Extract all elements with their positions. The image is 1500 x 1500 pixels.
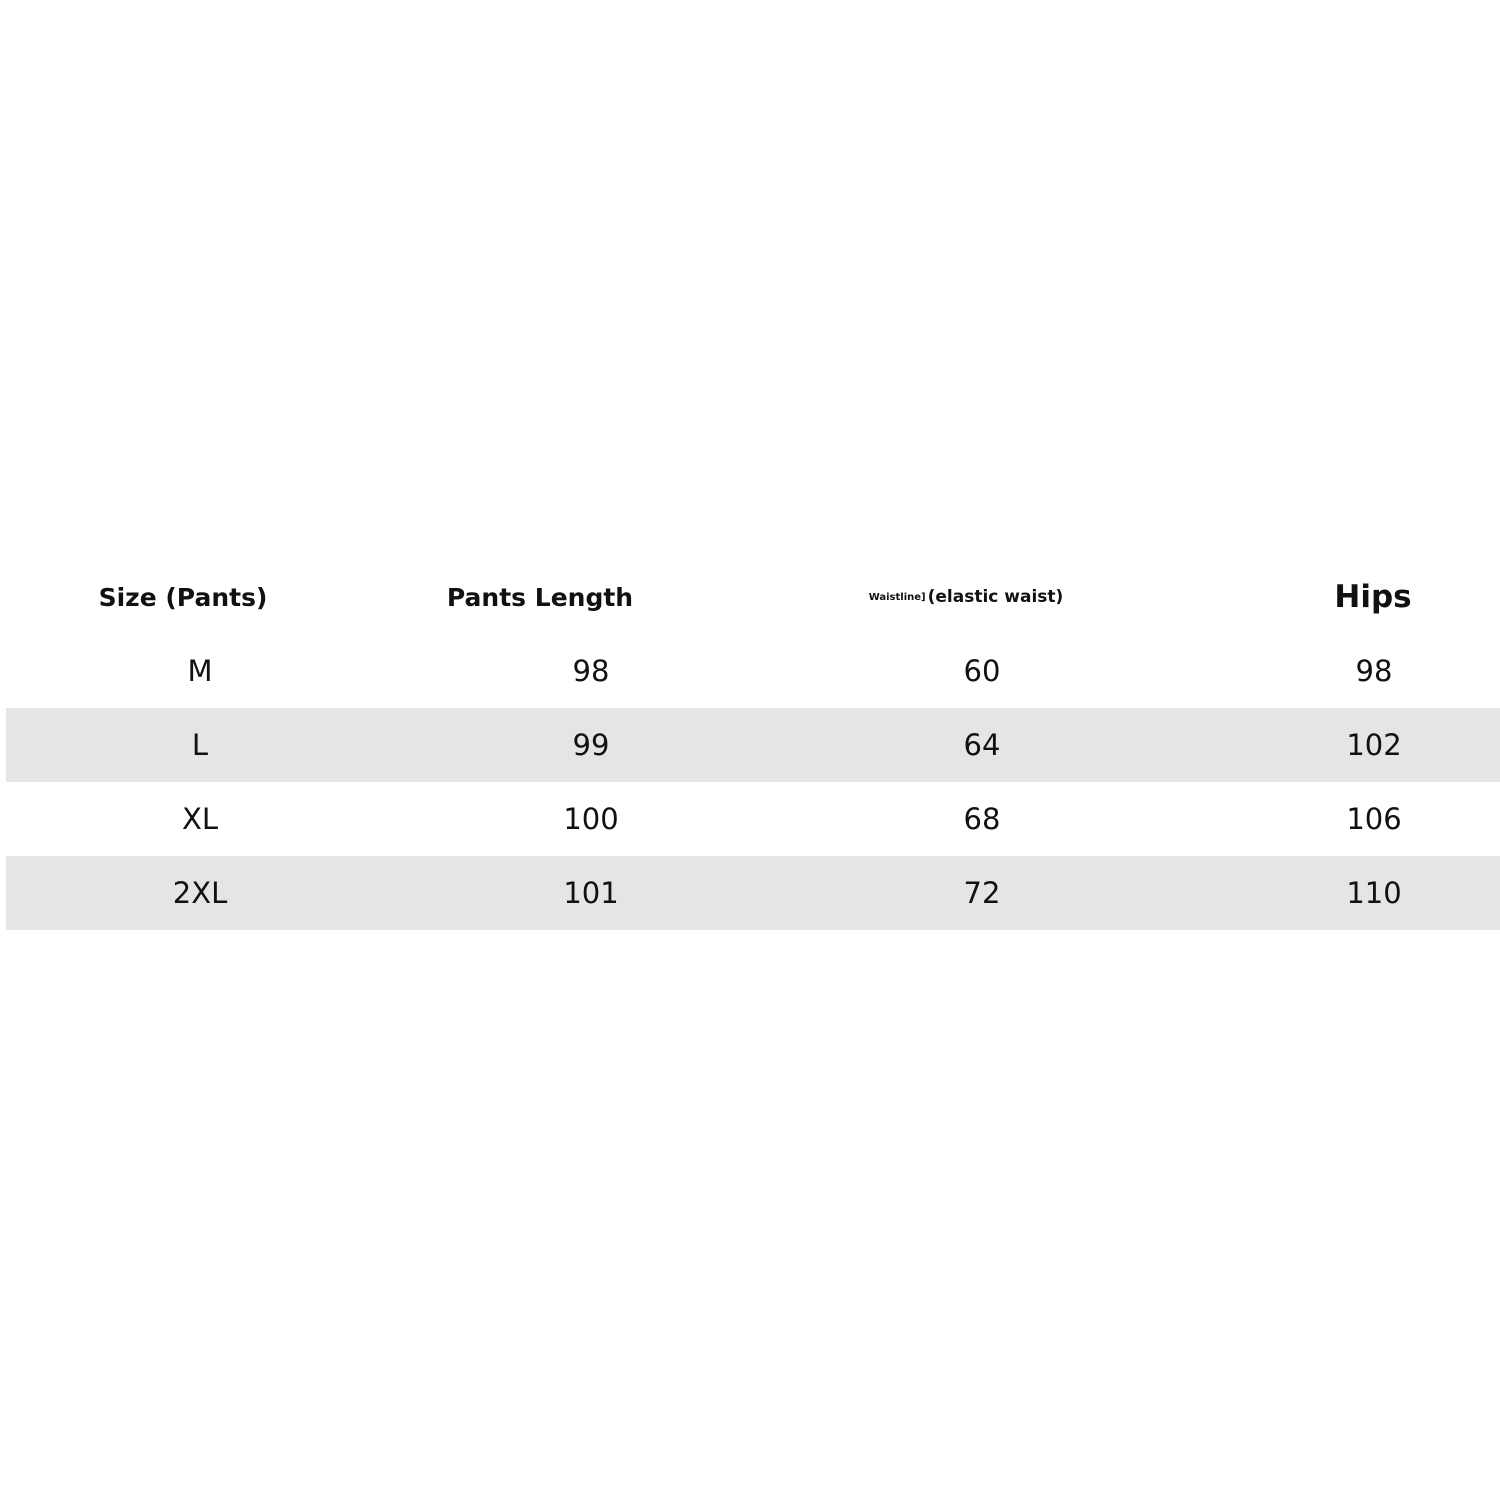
cell-waist: 60 xyxy=(963,654,1001,688)
cell-hips: 106 xyxy=(1346,802,1402,836)
header-waistline-label: Waistline] xyxy=(868,591,926,603)
cell-size: 2XL xyxy=(172,876,228,910)
cell-size: XL xyxy=(181,802,219,836)
cell-waist: 64 xyxy=(963,728,1001,762)
cell-length: 100 xyxy=(563,802,619,836)
cell-waist: 72 xyxy=(963,876,1001,910)
cell-size: M xyxy=(187,654,213,688)
header-waistline xyxy=(816,560,1116,634)
table-row xyxy=(6,856,1500,930)
header-hips: Hips xyxy=(1334,579,1412,615)
cell-hips: 110 xyxy=(1346,876,1402,910)
header-size: Size (Pants) xyxy=(98,582,268,612)
cell-hips: 102 xyxy=(1346,728,1402,762)
size-chart-table xyxy=(6,560,1500,930)
cell-waist: 68 xyxy=(963,802,1001,836)
header-waistline-note: (elastic waist) xyxy=(927,587,1064,607)
cell-size: L xyxy=(191,728,209,762)
cell-length: 101 xyxy=(563,876,619,910)
cell-length: 98 xyxy=(572,654,610,688)
header-pants-length: Pants Length xyxy=(446,582,634,612)
table-row xyxy=(6,782,1500,856)
table-header-row xyxy=(6,560,1500,634)
table-row xyxy=(6,708,1500,782)
cell-length: 99 xyxy=(572,728,610,762)
table-row xyxy=(6,634,1500,708)
cell-hips: 98 xyxy=(1355,654,1393,688)
